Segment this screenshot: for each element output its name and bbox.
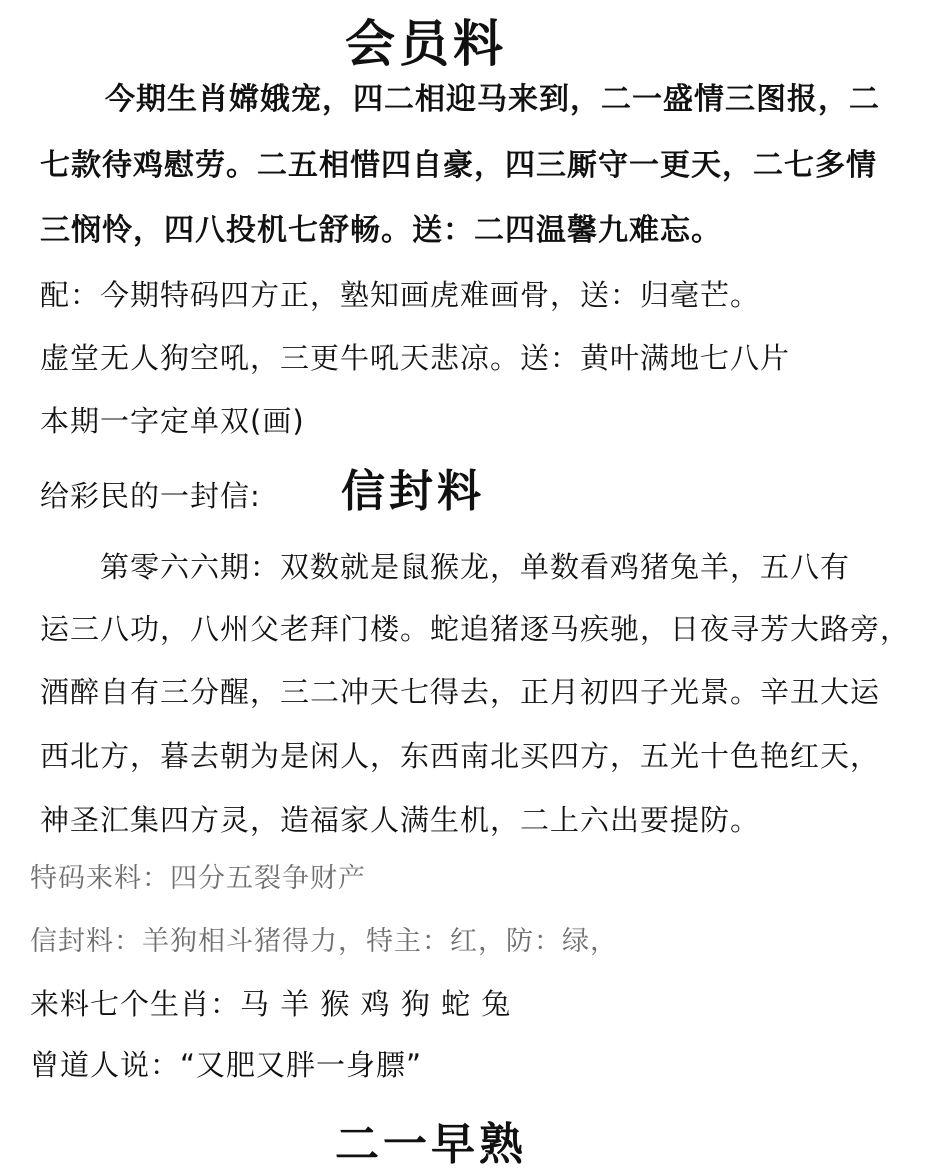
text-line: 配：今期特码四方正，塾知画虎难画骨，送：归毫芒。 [40, 278, 761, 312]
text-line: 运三八功，八州父老拜门楼。蛇追猪逐马疾驰，日夜寻芳大路旁， [40, 612, 911, 646]
text-line: 七款待鸡慰劳。二五相惜四自豪，四三厮守一更天，二七多情 [40, 148, 877, 183]
letter-intro-text: 给彩民的一封信: [40, 479, 261, 513]
text-line: 本期一字定单双(画) [40, 404, 305, 438]
text-line: 曾道人说：“又肥又胖一身膘” [30, 1048, 423, 1082]
text-line: 三悯怜，四八投机七舒畅。送：二四温馨九难忘。 [40, 213, 722, 248]
text-line: 今期生肖嫦娥宠，四二相迎马来到，二一盛情三图报，二 [105, 82, 880, 117]
text-line: 来料七个生肖：马 羊 猴 鸡 狗 蛇 兔 [30, 987, 512, 1021]
text-line: 信封料：羊狗相斗猪得力，特主：红，防：绿， [30, 926, 618, 957]
text-line: 虚堂无人狗空吼，三更牛吼天悲凉。送：黄叶满地七八片 [40, 341, 791, 375]
text-line: 第零六六期：双数就是鼠猴龙，单数看鸡猪兔羊，五八有 [100, 550, 851, 584]
text-line: 酒醉自有三分醒，三二冲天七得去，正月初四子光景。辛丑大运 [40, 675, 881, 709]
text-line: 特码来料：四分五裂争财产 [30, 863, 366, 894]
section-title-eryizaoshu: 二一早熟 [335, 1119, 527, 1170]
section-title-huiyuanliao: 会员料 [345, 14, 507, 73]
section-title-xinfengliao: 信封料 [341, 466, 485, 517]
text-line: 神圣汇集四方灵，造福家人满生机，二上六出要提防。 [40, 803, 761, 837]
text-line: 西北方，暮去朝为是闲人，东西南北买四方，五光十色艳红天， [40, 739, 881, 773]
letter-heading-row [40, 466, 485, 517]
